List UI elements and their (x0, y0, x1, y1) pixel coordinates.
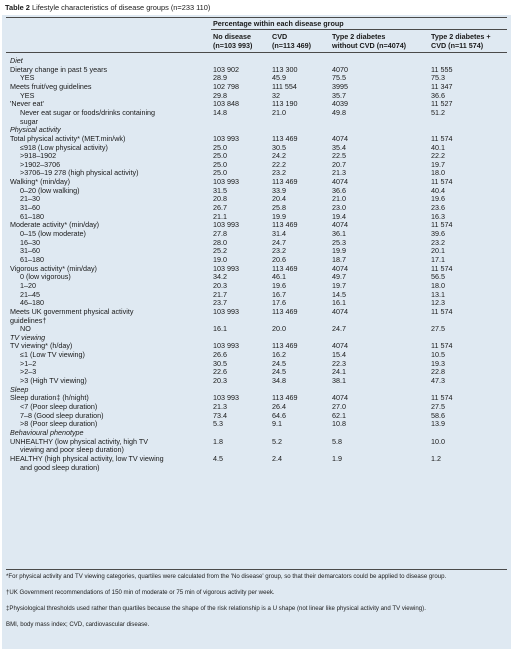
cell-col-4: 51.2 (431, 107, 445, 117)
cell-col-2: 46.1 (272, 272, 286, 282)
row-label: HEALTHY (high physical activity, low TV viewing (10, 453, 164, 463)
column-header-2-line-1: CVD (272, 32, 288, 41)
row-label: 0 (low vigorous) (20, 272, 71, 282)
cell-col-2: 16.7 (272, 289, 286, 299)
cell-col-1: 30.5 (213, 358, 227, 368)
cell-col-3: 14.5 (332, 289, 346, 299)
row-label: 61–180 (20, 211, 44, 221)
cell-col-1: 19.0 (213, 254, 227, 264)
row-label: Dietary change in past 5 years (10, 64, 108, 74)
cell-col-3: 22.3 (332, 358, 346, 368)
cell-col-3: 23.0 (332, 203, 346, 213)
row-label: and good sleep duration) (20, 462, 100, 472)
cell-col-2: 31.4 (272, 229, 286, 238)
cell-col-4: 75.3 (431, 73, 445, 83)
cell-col-1: 21.1 (213, 211, 227, 221)
cell-col-2: 113 469 (272, 393, 298, 403)
cell-col-1: 103 993 (213, 393, 239, 403)
cell-col-4: 40.1 (431, 142, 445, 152)
cell-col-3: 1.9 (332, 453, 342, 463)
cell-col-4: 39.6 (431, 229, 445, 238)
row-label: UNHEALTHY (low physical activity, high TV (10, 436, 149, 446)
cell-col-4: 13.9 (431, 419, 445, 429)
cell-col-1: 103 993 (213, 220, 239, 230)
cell-col-3: 20.7 (332, 159, 346, 169)
cell-col-3: 21.3 (332, 168, 346, 178)
cell-col-3: 4074 (332, 220, 348, 230)
cell-col-1: 21.7 (213, 289, 227, 299)
cell-col-2: 9.1 (272, 419, 282, 429)
section-heading: Sleep (10, 384, 29, 394)
cell-col-4: 16.3 (431, 211, 445, 221)
row-label: guidelines† (10, 315, 47, 325)
cell-col-4: 1.2 (431, 453, 441, 463)
cell-col-2: 113 300 (272, 64, 298, 74)
cell-col-1: 1.8 (213, 436, 223, 446)
row-label: 'Never eat' (10, 99, 44, 109)
row-label: Meets UK government physical activity (10, 306, 134, 316)
cell-col-3: 62.1 (332, 410, 346, 420)
cell-col-4: 58.6 (431, 410, 445, 420)
row-label: Meets fruit/veg guidelines (10, 81, 92, 91)
cell-col-3: 27.0 (332, 402, 346, 411)
cell-col-2: 113 469 (272, 133, 298, 143)
footnote: ‡Physiological thresholds used rather than quartiles because the shape of the risk relationship is a U shape (not linear like physical activity and TV viewing). (6, 605, 426, 612)
row-label: Never eat sugar or foods/drinks containing (20, 107, 156, 117)
cell-col-3: 4039 (332, 99, 348, 109)
row-label: Sleep duration‡ (h/night) (10, 393, 89, 403)
row-label: >918–1902 (20, 151, 57, 161)
row-label: Vigorous activity* (min/day) (10, 263, 97, 273)
row-label: Total physical activity* (MET.min/wk) (10, 133, 126, 143)
row-label: 21–30 (20, 194, 40, 204)
cell-col-2: 111 554 (272, 81, 297, 91)
column-header-4-line-2: CVD (n=11 574) (431, 41, 484, 50)
row-label: NO (20, 324, 31, 334)
section-heading: Physical activity (10, 125, 61, 135)
table-title: Lifestyle characteristics of disease groups (n=233 110) (32, 3, 211, 12)
row-label: ≤1 (Low TV viewing) (20, 350, 85, 360)
cell-col-3: 4074 (332, 177, 348, 187)
section-heading: Diet (10, 56, 23, 65)
cell-col-1: 4.5 (213, 453, 223, 463)
cell-col-3: 38.1 (332, 376, 346, 386)
cell-col-2: 20.0 (272, 324, 286, 334)
cell-col-4: 11 574 (431, 263, 453, 273)
cell-col-2: 113 469 (272, 220, 298, 230)
cell-col-2: 21.0 (272, 107, 286, 117)
cell-col-4: 47.3 (431, 376, 445, 386)
cell-col-4: 22.8 (431, 367, 445, 377)
cell-col-3: 36.1 (332, 229, 346, 238)
cell-col-1: 103 902 (213, 64, 239, 74)
cell-col-2: 64.6 (272, 410, 286, 420)
row-label: >2–3 (20, 367, 37, 377)
cell-col-2: 24.5 (272, 358, 286, 368)
cell-col-1: 26.7 (213, 203, 227, 213)
cell-col-4: 18.0 (431, 280, 445, 290)
cell-col-2: 5.2 (272, 436, 282, 446)
cell-col-4: 12.3 (431, 298, 445, 308)
cell-col-3: 16.1 (332, 298, 346, 308)
row-label: 31–60 (20, 203, 40, 213)
row-label: 31–60 (20, 246, 40, 256)
cell-col-3: 22.5 (332, 151, 346, 161)
cell-col-4: 11 347 (431, 81, 453, 91)
cell-col-3: 49.8 (332, 107, 346, 117)
cell-col-4: 11 574 (431, 220, 453, 230)
header-bottom-rule (6, 52, 507, 53)
cell-col-3: 4074 (332, 133, 348, 143)
cell-col-1: 25.2 (213, 246, 227, 256)
row-label: Walking* (min/day) (10, 177, 71, 187)
cell-col-4: 10.5 (431, 350, 445, 360)
cell-col-2: 113 469 (272, 306, 298, 316)
cell-col-2: 113 469 (272, 341, 298, 351)
header-span-label: Percentage within each disease group (213, 19, 344, 28)
cell-col-3: 35.4 (332, 142, 346, 152)
row-label: 16–30 (20, 237, 40, 247)
cell-col-1: 31.5 (213, 185, 227, 195)
row-label: viewing and poor sleep duration) (20, 445, 124, 455)
cell-col-2: 24.2 (272, 151, 286, 161)
cell-col-4: 11 574 (431, 306, 453, 316)
cell-col-2: 34.8 (272, 376, 286, 386)
table-title-bar (2, 2, 511, 15)
cell-col-1: 25.0 (213, 168, 227, 178)
row-label: 0–20 (low walking) (20, 185, 80, 195)
cell-col-1: 28.0 (213, 237, 227, 247)
cell-col-2: 23.2 (272, 246, 286, 256)
cell-col-2: 23.2 (272, 168, 286, 178)
cell-col-1: 21.3 (213, 402, 227, 411)
cell-col-3: 75.5 (332, 73, 346, 83)
cell-col-3: 4070 (332, 64, 348, 74)
row-label: 61–180 (20, 254, 44, 264)
cell-col-1: 73.4 (213, 410, 227, 420)
cell-col-1: 27.8 (213, 229, 227, 238)
row-label: >1–2 (20, 358, 37, 368)
column-header-4-line-1: Type 2 diabetes + (431, 32, 491, 41)
cell-col-1: 103 993 (213, 306, 239, 316)
cell-col-1: 103 993 (213, 177, 239, 187)
cell-col-2: 45.9 (272, 73, 286, 83)
row-label: >3 (High TV viewing) (20, 376, 87, 386)
cell-col-1: 22.6 (213, 367, 227, 377)
cell-col-2: 19.6 (272, 280, 286, 290)
cell-col-1: 103 848 (213, 99, 239, 109)
cell-col-3: 4074 (332, 306, 348, 316)
cell-col-4: 18.0 (431, 168, 445, 178)
cell-col-1: 14.8 (213, 107, 227, 117)
footnote: BMI, body mass index; CVD, cardiovascular disease. (6, 621, 150, 628)
column-header-3-line-1: Type 2 diabetes (332, 32, 386, 41)
column-header-1-line-1: No disease (213, 32, 251, 41)
row-label: >3706–19 278 (high physical activity) (20, 168, 139, 178)
cell-col-4: 11 527 (431, 99, 453, 109)
cell-col-2: 33.9 (272, 185, 286, 195)
row-label: >1902–3706 (20, 159, 61, 169)
row-label: sugar (20, 116, 38, 126)
cell-col-4: 22.2 (431, 151, 445, 161)
cell-col-2: 25.8 (272, 203, 286, 213)
column-header-3-line-2: without CVD (n=4074) (332, 41, 407, 50)
table-page (2, 2, 511, 649)
table-bottom-rule (6, 569, 507, 570)
row-label: YES (20, 90, 35, 100)
top-rule (6, 17, 507, 18)
cell-col-1: 103 993 (213, 263, 239, 273)
cell-col-3: 35.7 (332, 90, 346, 100)
row-label: 21–45 (20, 289, 40, 299)
row-label: >8 (Poor sleep duration) (20, 419, 98, 429)
cell-col-3: 18.7 (332, 254, 346, 264)
cell-col-4: 40.4 (431, 185, 445, 195)
row-label: <7 (Poor sleep duration) (20, 402, 98, 411)
cell-col-1: 20.8 (213, 194, 227, 204)
cell-col-3: 19.4 (332, 211, 346, 221)
row-label: Moderate activity* (min/day) (10, 220, 100, 230)
row-label: 1–20 (20, 280, 36, 290)
cell-col-4: 11 574 (431, 341, 453, 351)
cell-col-3: 4074 (332, 341, 348, 351)
cell-col-4: 11 555 (431, 64, 453, 74)
cell-col-1: 16.1 (213, 324, 227, 334)
cell-col-4: 56.5 (431, 272, 445, 282)
cell-col-1: 34.2 (213, 272, 227, 282)
column-header-2-line-2: (n=113 469) (272, 41, 311, 50)
cell-col-4: 23.2 (431, 237, 445, 247)
cell-col-3: 4074 (332, 263, 348, 273)
cell-col-4: 19.3 (431, 358, 445, 368)
table-number: Table 2 (5, 3, 30, 12)
cell-col-4: 36.6 (431, 90, 445, 100)
cell-col-2: 20.4 (272, 194, 286, 204)
cell-col-2: 22.2 (272, 159, 286, 169)
footnote: †UK Government recommendations of 150 min of moderate or 75 min of vigorous activity per week. (6, 589, 275, 596)
cell-col-2: 113 469 (272, 177, 298, 187)
header-span-rule (211, 29, 507, 30)
cell-col-1: 20.3 (213, 280, 227, 290)
cell-col-1: 103 993 (213, 341, 239, 351)
cell-col-3: 19.9 (332, 246, 346, 256)
cell-col-3: 25.3 (332, 237, 346, 247)
row-label: 7–8 (Good sleep duration) (20, 410, 104, 420)
cell-col-1: 25.0 (213, 151, 227, 161)
cell-col-3: 36.6 (332, 185, 346, 195)
column-header-1-line-2: (n=103 993) (213, 41, 253, 50)
cell-col-4: 11 574 (431, 177, 453, 187)
cell-col-4: 19.6 (431, 194, 445, 204)
cell-col-1: 23.7 (213, 298, 227, 308)
cell-col-3: 5.8 (332, 436, 342, 446)
cell-col-1: 102 798 (213, 81, 239, 91)
row-label: TV viewing* (h/day) (10, 341, 73, 351)
row-label: 0–15 (low moderate) (20, 229, 86, 238)
cell-col-2: 24.7 (272, 237, 286, 247)
cell-col-1: 25.0 (213, 142, 227, 152)
row-label: 46–180 (20, 298, 44, 308)
cell-col-2: 17.6 (272, 298, 286, 308)
cell-col-2: 2.4 (272, 453, 282, 463)
cell-col-4: 13.1 (431, 289, 445, 299)
cell-col-4: 20.1 (431, 246, 445, 256)
cell-col-3: 4074 (332, 393, 348, 403)
cell-col-1: 26.6 (213, 350, 227, 360)
cell-col-2: 24.5 (272, 367, 286, 377)
cell-col-2: 32 (272, 90, 280, 100)
row-label: YES (20, 73, 35, 83)
cell-col-4: 17.1 (431, 254, 445, 264)
cell-col-2: 30.5 (272, 142, 286, 152)
cell-col-4: 19.7 (431, 159, 445, 169)
cell-col-3: 15.4 (332, 350, 346, 360)
section-heading: TV viewing (10, 332, 46, 342)
cell-col-3: 24.1 (332, 367, 346, 377)
cell-col-3: 49.7 (332, 272, 346, 282)
cell-col-2: 26.4 (272, 402, 286, 411)
cell-col-2: 113 190 (272, 99, 298, 109)
cell-col-3: 10.8 (332, 419, 346, 429)
section-heading: Behavioural phenotype (10, 427, 84, 437)
cell-col-3: 21.0 (332, 194, 346, 204)
cell-col-2: 113 469 (272, 263, 298, 273)
cell-col-3: 3995 (332, 81, 348, 91)
cell-col-2: 19.9 (272, 211, 286, 221)
cell-col-4: 23.6 (431, 203, 445, 213)
cell-col-4: 10.0 (431, 436, 445, 446)
cell-col-2: 16.2 (272, 350, 286, 360)
cell-col-1: 5.3 (213, 419, 223, 429)
cell-col-4: 27.5 (431, 402, 445, 411)
cell-col-1: 28.9 (213, 73, 227, 83)
cell-col-3: 19.7 (332, 280, 346, 290)
cell-col-1: 25.0 (213, 159, 227, 169)
cell-col-1: 29.8 (213, 90, 227, 100)
cell-col-4: 27.5 (431, 324, 445, 334)
cell-col-1: 103 993 (213, 133, 239, 143)
cell-col-3: 24.7 (332, 324, 346, 334)
cell-col-1: 20.3 (213, 376, 227, 386)
cell-col-4: 11 574 (431, 393, 453, 403)
cell-col-2: 20.6 (272, 254, 286, 264)
row-label: ≤918 (Low physical activity) (20, 142, 108, 152)
footnote: *For physical activity and TV viewing categories, quartiles were calculated from the 'No disease' group, so that their demarcators could be applied to disease group. (6, 573, 447, 580)
cell-col-4: 11 574 (431, 133, 453, 143)
